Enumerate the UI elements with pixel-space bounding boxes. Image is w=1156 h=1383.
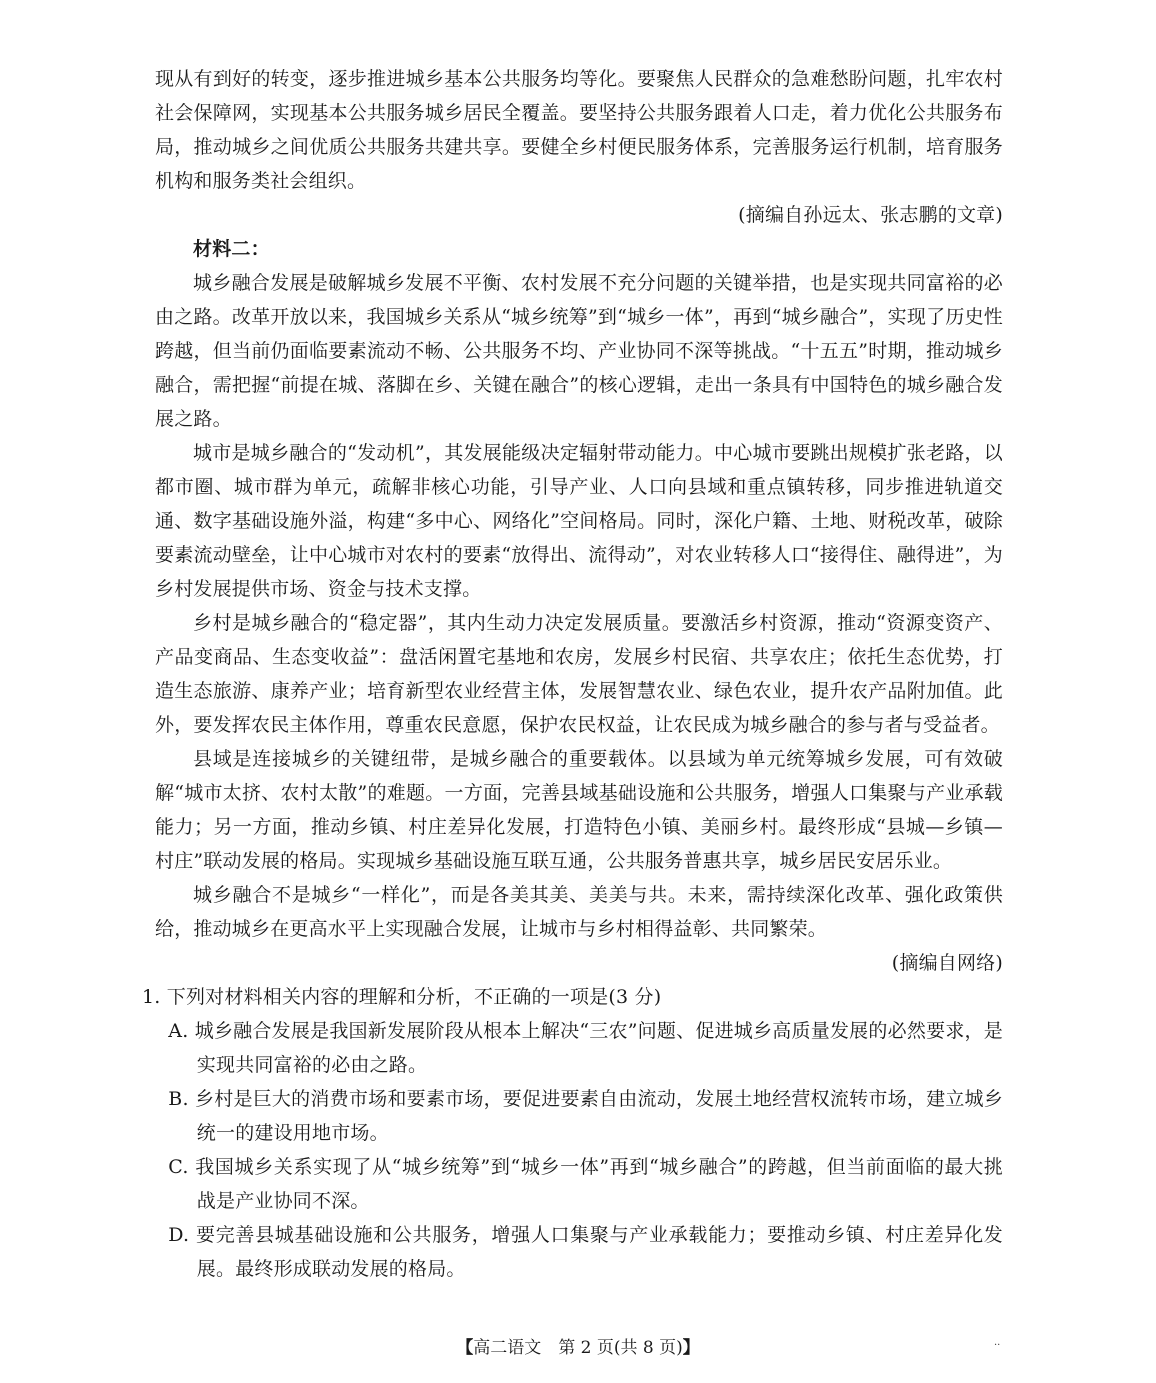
question-option-c: C. 我国城乡关系实现了从“城乡统筹”到“城乡一体”再到“城乡融合”的跨越，但当前面临的最大挑战是产业协同不深。 (168, 1156, 1003, 1212)
paragraph-continued: 现从有到好的转变，逐步推进城乡基本公共服务均等化。要聚焦人民群众的急难愁盼问题，扎牢农村社会保障网，实现基本公共服务城乡居民全覆盖。要坚持公共服务跟着人口走，着力优化公共服务布局，推动城乡之间优质公共服务共建共享。要健全乡村便民服务体系，完善服务运行机制，培育服务机构和服务类社会组织。 (155, 68, 1003, 192)
page-footer (0, 1333, 1156, 1358)
source-note-1: (摘编自孙远太、张志鹏的文章) (738, 204, 1003, 226)
paragraph: 城乡融合不是城乡“一样化”，而是各美其美、美美与共。未来，需持续深化改革、强化政策供给，推动城乡在更高水平上实现融合发展，让城市与乡村相得益彰、共同繁荣。 (155, 884, 1003, 940)
question-option-b: B. 乡村是巨大的消费市场和要素市场，要促进要素自由流动，发展土地经营权流转市场，建立城乡统一的建设用地市场。 (168, 1088, 1003, 1144)
page-content (142, 62, 1003, 1286)
question-stem: 1. 下列对材料相关内容的理解和分析，不正确的一项是(3 分) (142, 986, 662, 1008)
paragraph: 县域是连接城乡的关键纽带，是城乡融合的重要载体。以县域为单元统筹城乡发展，可有效破解“城市太挤、农村太散”的难题。一方面，完善县域基础设施和公共服务，增强人口集聚与产业承载能力；另一方面，推动乡镇、村庄差异化发展，打造特色小镇、美丽乡村。最终形成“县城—乡镇—村庄”联动发展的格局。实现城乡基础设施互联互通，公共服务普惠共享，城乡居民安居乐业。 (155, 748, 1003, 872)
section-heading-material-2: 材料二： (193, 238, 270, 260)
paragraph: 城市是城乡融合的“发动机”，其发展能级决定辐射带动能力。中心城市要跳出规模扩张老路，以都市圈、城市群为单元，疏解非核心功能，引导产业、人口向县域和重点镇转移，同步推进轨道交通、数字基础设施外溢，构建“多中心、网络化”空间格局。同时，深化户籍、土地、财税改革，破除要素流动壁垒，让中心城市对农村的要素“放得出、流得动”，对农业转移人口“接得住、融得进”，为乡村发展提供市场、资金与技术支撑。 (155, 442, 1003, 600)
paragraph: 城乡融合发展是破解城乡发展不平衡、农村发展不充分问题的关键举措，也是实现共同富裕的必由之路。改革开放以来，我国城乡关系从“城乡统筹”到“城乡一体”，再到“城乡融合”，实现了历史性跨越，但当前仍面临要素流动不畅、公共服务不均、产业协同不深等挑战。“十五五”时期，推动城乡融合，需把握“前提在城、落脚在乡、关键在融合”的核心逻辑，走出一条具有中国特色的城乡融合发展之路。 (155, 272, 1003, 430)
source-note-2: (摘编自网络) (891, 952, 1003, 974)
footer-text: 高二语文 第 2 页(共 8 页) (473, 1338, 683, 1358)
question-option-d: D. 要完善县城基础设施和公共服务，增强人口集聚与产业承载能力；要推动乡镇、村庄差异化发展。最终形成联动发展的格局。 (168, 1224, 1003, 1280)
question-option-a: A. 城乡融合发展是我国新发展阶段从根本上解决“三农”问题、促进城乡高质量发展的必然要求，是实现共同富裕的必由之路。 (168, 1020, 1003, 1076)
paragraph: 乡村是城乡融合的“稳定器”，其内生动力决定发展质量。要激活乡村资源，推动“资源变资产、产品变商品、生态变收益”：盘活闲置宅基地和农房，发展乡村民宿、共享农庄；依托生态优势，打造生态旅游、康养产业；培育新型农业经营主体，发展智慧农业、绿色农业，提升农产品附加值。此外，要发挥农民主体作用，尊重农民意愿，保护农民权益，让农民成为城乡融合的参与者与受益者。 (155, 612, 1003, 736)
footer-left-bracket: 【 (456, 1338, 474, 1358)
corner-mark: ·· (994, 1340, 1001, 1351)
footer-right-bracket: 】 (682, 1338, 700, 1358)
